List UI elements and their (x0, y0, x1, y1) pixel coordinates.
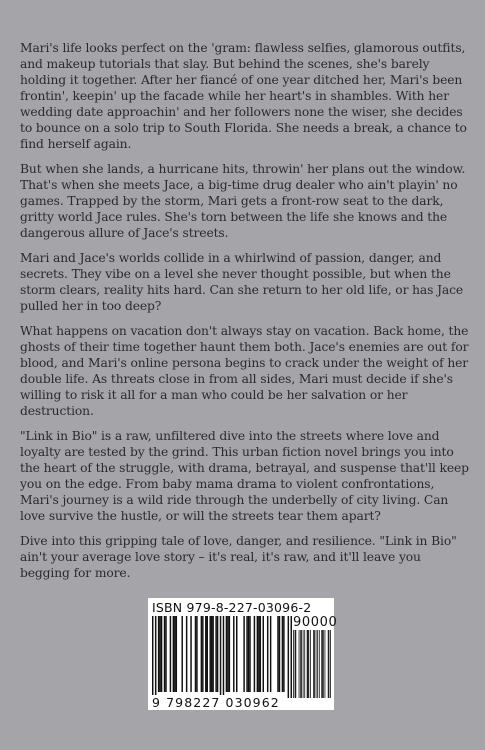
barcode-bar (195, 616, 196, 692)
addon-bar (300, 630, 301, 698)
barcode-bar (279, 616, 280, 692)
ean13-barcode (152, 616, 292, 698)
barcode-bar (209, 616, 210, 692)
addon-bar (316, 630, 317, 698)
barcode-bar (257, 616, 258, 692)
barcode-bar (227, 616, 228, 692)
addon-bar (328, 630, 329, 698)
barcode-bar (155, 616, 156, 698)
barcode-bar (260, 616, 261, 692)
barcode-bar (270, 616, 271, 692)
addon-bar (304, 630, 305, 698)
barcode-bar (217, 616, 218, 692)
addon-bar (313, 630, 314, 698)
barcode-bar (190, 616, 191, 692)
barcode-bar (226, 616, 227, 692)
barcode-bar (277, 616, 278, 692)
barcode-bar (196, 616, 197, 692)
addon-bar (321, 630, 322, 698)
barcode-bar (186, 616, 187, 692)
barcode-bar (207, 616, 208, 692)
barcode-bar (201, 616, 202, 692)
barcode-bar (291, 616, 292, 698)
addon-bar (307, 630, 308, 698)
barcode-bar (220, 616, 221, 698)
addon-bar (301, 630, 302, 698)
barcode-bar (263, 616, 264, 692)
barcode-bar (165, 616, 166, 692)
barcode-bar (159, 616, 160, 692)
blurb-paragraph-2: But when she lands, a hurricane hits, throwin' her plans out the window. That's when she meets Jace, a big-time drug dealer who ain't playin' no games. Trapped by the storm, Mari gets a front-row seat to the dark, gritty world Jace rules. She's torn between the life she knows and the dangerous allure of Jace's streets. (20, 162, 466, 240)
barcode-bar (233, 616, 234, 692)
barcode-bar (254, 616, 255, 692)
barcode-bar (243, 616, 244, 692)
addon-bar (330, 630, 331, 698)
addon-bar (322, 630, 323, 698)
price-code: 90000 (293, 615, 338, 630)
barcode-bar (282, 616, 283, 692)
blurb-paragraph-3: Mari and Jace's worlds collide in a whirlwind of passion, danger, and secrets. They vibe on a level she never thought possible, but when the storm clears, reality hits hard. Can she return to her old life, or has Jace pulled her in too deep? (20, 251, 464, 313)
addon-bar (299, 630, 300, 698)
barcode-bar (158, 616, 159, 692)
isbn-label: ISBN 979-8-227-03096-2 (152, 600, 312, 615)
addon-bar (329, 630, 330, 698)
addon-bar (325, 630, 326, 698)
addon-bar (319, 630, 320, 698)
addon-bar (317, 630, 318, 698)
addon-bar (323, 630, 324, 698)
barcode-bar (223, 616, 224, 698)
back-cover-blurb (20, 40, 472, 590)
barcode-bar (176, 616, 177, 692)
addon-bar (308, 630, 309, 698)
barcode-bar (205, 616, 206, 692)
barcode-bar (164, 616, 165, 692)
barcode-bar (288, 616, 289, 698)
barcode-bar (229, 616, 230, 692)
barcode-bar (267, 616, 268, 692)
barcode-bar (212, 616, 213, 692)
barcode-bar (236, 616, 237, 692)
barcode-bar (283, 616, 284, 692)
barcode-bar (202, 616, 203, 692)
barcode-bar (161, 616, 162, 692)
barcode-bar (152, 616, 153, 698)
barcode-bar (249, 616, 250, 692)
addon-bar (310, 630, 311, 698)
barcode-bar (173, 616, 174, 692)
price-addon-barcode (293, 630, 331, 698)
barcode-bar (215, 616, 216, 692)
addon-bar (308, 630, 309, 698)
barcode-bar (170, 616, 171, 692)
addon-bar (295, 630, 296, 698)
barcode-bar (246, 616, 247, 692)
barcode-digits: 9 798227 030962 (152, 695, 280, 710)
blurb-paragraph-4: What happens on vacation don't always stay on vacation. Back home, the ghosts of their time together haunt them both. Jace's enemies are out for blood, and Mari's online persona begins to crack under the weight of her double life. As threats close in from all sides, Mari must decide if she's willing to risk it all for a man who could be her salvation or her destruction. (20, 324, 469, 418)
barcode-bar (258, 616, 259, 692)
barcode-bar (211, 616, 212, 692)
barcode-bar (174, 616, 175, 692)
addon-bar (303, 630, 304, 698)
barcode-bar (248, 616, 249, 692)
isbn-barcode-block (148, 598, 338, 710)
blurb-paragraph-1: Mari's life looks perfect on the 'gram: flawless selfies, glamorous outfits, and makeup tutorials that slay. But behind the scenes, she's barely holding it together. After her fiancé of one year ditched her, Mari's been frontin', keepin' up the facade while her heart's in shambles. With her wedding date approachin' and her followers none the wiser, she decides to bounce on a solo trip to South Florida. She needs a break, a chance to find herself again. (20, 41, 467, 151)
barcode-bar (181, 616, 182, 692)
blurb-paragraph-5: "Link in Bio" is a raw, unfiltered dive into the streets where love and loyalty are tested by the grind. This urban fiction novel brings you into the heart of the struggle, with drama, betrayal, and suspense that'll keep you on the edge. From baby mama drama to violent confrontations, Mari's journey is a wild ride through the underbelly of city living. Can love survive the hustle, or will the streets tear them apart? (20, 429, 469, 523)
addon-bar (295, 630, 296, 698)
blurb-paragraph-6: Dive into this gripping tale of love, danger, and resilience. "Link in Bio" ain't your average love story – it's real, it's raw, and it'll leave you begging for more. (20, 534, 457, 580)
addon-bar (314, 630, 315, 698)
addon-bar (293, 630, 294, 698)
